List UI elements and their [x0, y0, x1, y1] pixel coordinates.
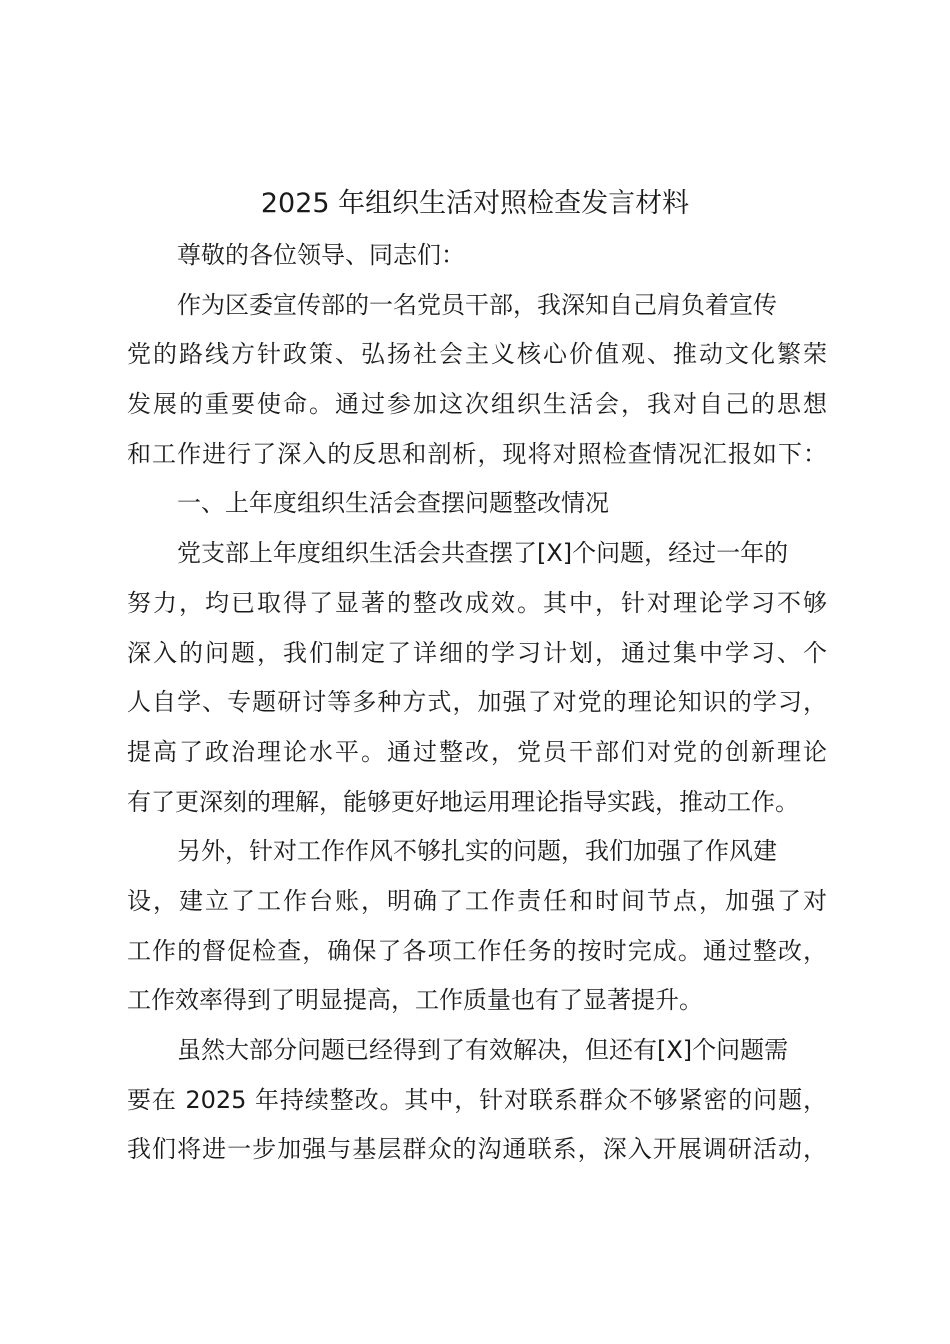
paragraph-line: 虽然大部分问题已经得到了有效解决，但还有[X]个问题需 — [177, 1036, 789, 1064]
paragraph-line: 另外，针对工作作风不够扎实的问题，我们加强了作风建 — [177, 837, 777, 866]
paragraph-line: 和工作进行了深入的反思和剖析，现将对照检查情况汇报如下： — [127, 439, 827, 468]
paragraph-line: 提高了政治理论水平。通过整改，党员干部们对党的创新理论 — [127, 737, 827, 766]
paragraph-line: 党支部上年度组织生活会共查摆了[X]个问题，经过一年的 — [177, 539, 789, 568]
paragraph-line: 我们将进一步加强与基层群众的沟通联系，深入开展调研活动， — [127, 1135, 827, 1164]
section-heading: 一、上年度组织生活会查摆问题整改情况 — [177, 489, 609, 518]
paragraph-line: 发展的重要使命。通过参加这次组织生活会，我对自己的思想 — [127, 390, 827, 419]
paragraph-line: 党的路线方针政策、弘扬社会主义核心价值观、推动文化繁荣 — [127, 340, 827, 369]
paragraph-line: 设，建立了工作台账，明确了工作责任和时间节点，加强了对 — [127, 886, 827, 915]
paragraph-line: 有了更深刻的理解，能够更好地运用理论指导实践，推动工作。 — [127, 787, 799, 816]
paragraph-line: 人自学、专题研讨等多种方式，加强了对党的理论知识的学习， — [127, 688, 827, 717]
paragraph-line: 工作效率得到了明显提高，工作质量也有了显著提升。 — [127, 986, 703, 1015]
paragraph-line: 工作的督促检查，确保了各项工作任务的按时完成。通过整改， — [127, 936, 827, 965]
salutation: 尊敬的各位领导、同志们： — [177, 241, 465, 269]
document-body — [127, 231, 827, 1175]
document-title: 2025 年组织生活对照检查发言材料 — [260, 188, 690, 219]
paragraph-line: 深入的问题，我们制定了详细的学习计划，通过集中学习、个 — [127, 638, 827, 667]
paragraph-line: 要在 2025 年持续整改。其中，针对联系群众不够紧密的问题， — [127, 1085, 827, 1114]
paragraph-line: 努力，均已取得了显著的整改成效。其中，针对理论学习不够 — [127, 588, 827, 617]
paragraph-line: 作为区委宣传部的一名党员干部，我深知自己肩负着宣传 — [177, 290, 777, 319]
